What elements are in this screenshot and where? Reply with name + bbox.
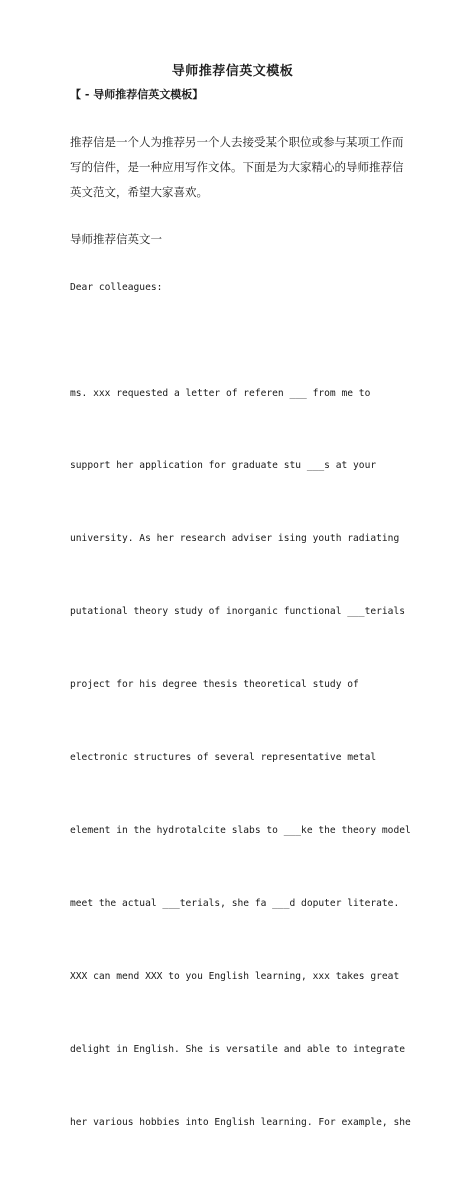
body-line: ms. xxx requested a letter of referen ___ from me to — [70, 387, 371, 399]
body-line: putational theory study of inorganic functional ___terials — [70, 606, 406, 618]
bracket-heading: 【 - 导师推荐信英文模板】 — [70, 88, 204, 101]
letter-greeting: Dear colleagues: — [70, 282, 163, 293]
letter-body — [70, 333, 411, 1183]
body-line: electronic structures of several representative metal — [70, 752, 377, 764]
body-line: support her application for graduate stu ___s at your — [70, 460, 377, 472]
body-line: delight in English. She is versatile and able to integrate — [70, 1043, 406, 1055]
section-title: 导师推荐信英文一 — [70, 232, 162, 246]
intro-line: 写的信件，是一种应用写作文体。下面是为大家精心的导师推荐信 — [70, 160, 404, 174]
document-title: 导师推荐信英文模板 — [171, 64, 294, 79]
body-line: XXX can mend XXX to you English learning, xxx takes great — [70, 970, 400, 982]
intro-line: 英文范文，希望大家喜欢。 — [70, 185, 208, 199]
body-line: university. As her research adviser ising youth radiating — [70, 533, 400, 545]
body-line: project for his degree thesis theoretical study of — [70, 679, 359, 691]
body-line: her various hobbies into English learning. For example, she — [70, 1116, 411, 1128]
body-line: element in the hydrotalcite slabs to ___ke the theory model — [70, 824, 411, 836]
intro-paragraph — [70, 130, 404, 205]
intro-line: 推荐信是一个人为推荐另一个人去接受某个职位或参与某项工作而 — [70, 135, 404, 149]
body-line: meet the actual ___terials, she fa ___d doputer literate. — [70, 897, 400, 909]
